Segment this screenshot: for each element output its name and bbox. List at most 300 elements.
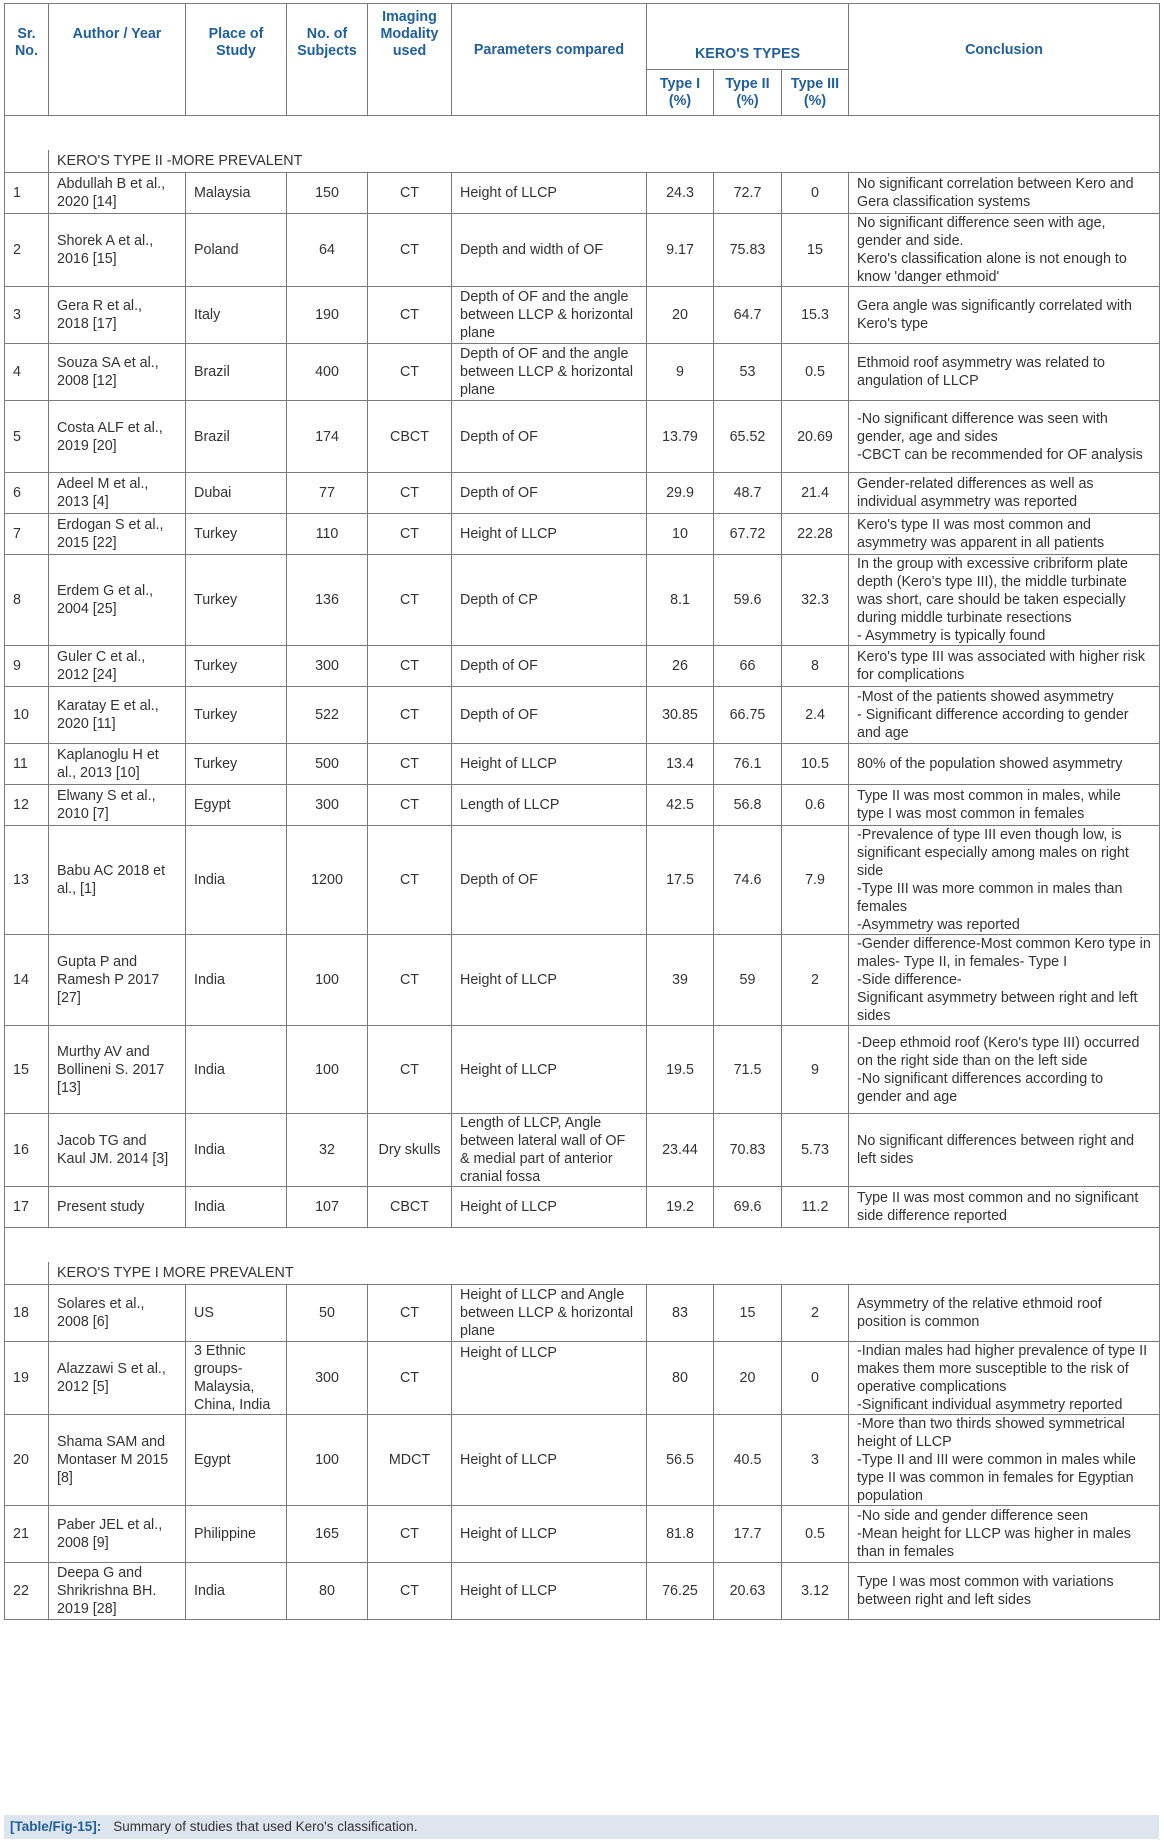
table-caption: [4, 1815, 1159, 1839]
cell-sr-no-line: 12: [13, 797, 29, 813]
cell-type-3-line: 0.5: [805, 1526, 825, 1542]
cell-type-2: [714, 1026, 782, 1114]
cell-type-1: [647, 646, 714, 687]
cell-sr-no-line: 21: [13, 1526, 29, 1542]
cell-conclusion: [849, 1026, 1160, 1114]
cell-parameters: [452, 401, 647, 473]
cell-type-3-line: 2.4: [805, 707, 825, 723]
table-row: [5, 1285, 1160, 1342]
table-row: [5, 646, 1160, 687]
cell-type-3: [782, 744, 849, 785]
cell-type-3: [782, 935, 849, 1026]
cell-parameters: [452, 1187, 647, 1228]
cell-parameters-line: Height of LLCP: [460, 526, 557, 542]
cell-parameters: [452, 785, 647, 826]
cell-parameters-line: Height of LLCP: [460, 1199, 557, 1215]
cell-type-2-line: 56.8: [733, 797, 762, 813]
cell-subjects: [287, 401, 368, 473]
header-kero-types: KERO'S TYPES: [647, 4, 849, 70]
cell-author-year: [49, 1285, 186, 1342]
cell-type-1: [647, 1415, 714, 1506]
cell-author-year-line: Karatay E et al., 2020 [11]: [57, 698, 159, 732]
cell-parameters: [452, 744, 647, 785]
cell-type-3: [782, 785, 849, 826]
cell-parameters-line: Length of LLCP, Angle between lateral wall of OF & medial part of anterior cranial fossa: [460, 1115, 626, 1185]
cell-author-year: [49, 473, 186, 514]
cell-subjects-line: 64: [319, 242, 335, 258]
caption-label: [Table/Fig-15]:: [10, 1819, 102, 1834]
table-row: [5, 687, 1160, 744]
header-type-3: Type III (%): [782, 70, 849, 116]
cell-type-1: [647, 1563, 714, 1620]
cell-place-line: Malaysia: [194, 185, 251, 201]
section-blank-cell: [5, 1262, 49, 1285]
cell-sr-no-line: 18: [13, 1305, 29, 1321]
cell-conclusion-line: -Side difference-: [857, 972, 962, 988]
cell-author-year-line: Costa ALF et al., 2019 [20]: [57, 419, 163, 454]
cell-type-1: [647, 744, 714, 785]
cell-parameters-line: Height of LLCP: [460, 1526, 557, 1542]
cell-sr-no: [5, 473, 49, 514]
cell-type-2-line: 72.7: [733, 185, 762, 201]
cell-author-year: [49, 514, 186, 555]
cell-modality-line: CT: [399, 972, 420, 988]
cell-author-year-line: Shama SAM and Montaser M 2015 [8]: [57, 1434, 169, 1486]
cell-modality-line: MDCT: [388, 1452, 431, 1468]
cell-type-3-line: 2: [811, 1305, 819, 1321]
cell-subjects: [287, 935, 368, 1026]
cell-conclusion-line: Ethmoid roof asymmetry was related to angulation of LLCP: [857, 355, 1105, 389]
cell-place: [186, 1026, 287, 1114]
cell-parameters-line: Depth of CP: [460, 592, 538, 608]
cell-modality: [368, 555, 452, 646]
cell-type-2: [714, 1342, 782, 1415]
header-type-1: Type I (%): [647, 70, 714, 116]
cell-conclusion-line: -No significant difference was seen with gender, age and sides: [857, 410, 1108, 445]
cell-author-year: [49, 1114, 186, 1187]
cell-parameters: [452, 1563, 647, 1620]
cell-type-1: [647, 473, 714, 514]
cell-sr-no-line: 9: [13, 658, 21, 674]
cell-sr-no-line: 15: [13, 1061, 29, 1078]
cell-type-2: [714, 1114, 782, 1187]
cell-sr-no: [5, 173, 49, 214]
cell-type-2-line: 66: [739, 658, 756, 674]
cell-type-3: [782, 1563, 849, 1620]
cell-type-1-line: 8.1: [670, 592, 690, 608]
cell-type-3: [782, 344, 849, 401]
cell-conclusion-line: -No significant differences according to gender and age: [857, 1070, 1104, 1105]
cell-parameters: [452, 1026, 647, 1114]
cell-type-3: [782, 687, 849, 744]
cell-place: [186, 344, 287, 401]
cell-place-line: India: [194, 972, 226, 988]
cell-author-year-line: Adeel M et al., 2013 [4]: [57, 476, 149, 510]
cell-type-3-line: 0.5: [805, 364, 825, 380]
cell-modality: [368, 173, 452, 214]
cell-sr-no: [5, 401, 49, 473]
cell-place-line: India: [194, 1583, 226, 1599]
section-title: KERO'S TYPE II -MORE PREVALENT: [49, 150, 1160, 173]
cell-parameters-line: Depth of OF: [460, 658, 538, 674]
cell-place-line: Brazil: [194, 428, 230, 445]
cell-conclusion: [849, 785, 1160, 826]
table-row: [5, 1114, 1160, 1187]
cell-type-1: [647, 555, 714, 646]
cell-type-3: [782, 1187, 849, 1228]
cell-place: [186, 1506, 287, 1563]
cell-parameters: [452, 646, 647, 687]
cell-parameters-line: Depth of OF: [460, 707, 538, 723]
cell-modality: [368, 1506, 452, 1563]
cell-parameters: [452, 214, 647, 287]
cell-type-1: [647, 514, 714, 555]
cell-author-year-line: Babu AC 2018 et al., [1]: [57, 863, 166, 897]
table-body: [5, 116, 1160, 1620]
cell-type-1: [647, 687, 714, 744]
cell-type-1-line: 9.17: [666, 242, 694, 258]
cell-type-1: [647, 785, 714, 826]
cell-conclusion-line: Type II was most common and no significant side difference reported: [857, 1190, 1139, 1224]
cell-author-year-line: Deepa G and Shrikrishna BH. 2019 [28]: [57, 1565, 157, 1617]
cell-place-line: Turkey: [194, 756, 238, 772]
cell-subjects: [287, 344, 368, 401]
cell-place: [186, 785, 287, 826]
cell-author-year: [49, 744, 186, 785]
cell-sr-no-line: 10: [13, 707, 29, 723]
cell-parameters: [452, 687, 647, 744]
cell-type-3: [782, 1506, 849, 1563]
cell-parameters-line: Depth and width of OF: [460, 242, 604, 258]
cell-sr-no-line: 2: [13, 242, 21, 258]
cell-type-1: [647, 214, 714, 287]
cell-conclusion: [849, 826, 1160, 935]
cell-type-3: [782, 287, 849, 344]
cell-place: [186, 287, 287, 344]
cell-sr-no: [5, 1026, 49, 1114]
cell-conclusion-line: -Most of the patients showed asymmetry: [857, 689, 1114, 705]
cell-type-2: [714, 214, 782, 287]
cell-modality-line: CT: [399, 872, 420, 888]
cell-parameters-line: Depth of OF and the angle between LLCP & horizontal plane: [460, 289, 634, 341]
cell-sr-no: [5, 344, 49, 401]
cell-type-1-line: 24.3: [666, 185, 694, 201]
section-header-row: [5, 1262, 1160, 1285]
cell-type-1: [647, 344, 714, 401]
cell-place: [186, 173, 287, 214]
cell-conclusion: [849, 1187, 1160, 1228]
cell-modality: [368, 214, 452, 287]
table-row: [5, 744, 1160, 785]
cell-place: [186, 1187, 287, 1228]
cell-parameters-line: Height of LLCP: [460, 756, 557, 772]
cell-parameters-line: Height of LLCP: [460, 1583, 557, 1599]
cell-sr-no-line: 11: [13, 756, 28, 772]
cell-author-year-line: Abdullah B et al., 2020 [14]: [57, 176, 166, 210]
cell-sr-no-line: 22: [13, 1583, 29, 1599]
cell-modality: [368, 935, 452, 1026]
cell-author-year: [49, 687, 186, 744]
cell-place-line: Egypt: [194, 797, 231, 813]
cell-type-3: [782, 1114, 849, 1187]
cell-conclusion: [849, 1114, 1160, 1187]
cell-type-2-line: 71.5: [733, 1061, 762, 1078]
cell-conclusion: [849, 514, 1160, 555]
cell-author-year-line: Alazzawi S et al., 2012 [5]: [57, 1361, 166, 1395]
cell-sr-no-line: 14: [13, 972, 29, 988]
cell-modality-line: CBCT: [390, 1199, 429, 1215]
cell-type-1-line: 39: [672, 972, 688, 988]
cell-type-1-line: 9: [676, 364, 684, 380]
cell-type-1: [647, 1506, 714, 1563]
table-row: [5, 287, 1160, 344]
cell-modality-line: CT: [399, 364, 420, 380]
cell-modality-line: CBCT: [390, 428, 429, 445]
cell-place-line: Poland: [194, 242, 239, 258]
cell-place-line: 3 Ethnic groups- Malaysia, China, India: [194, 1343, 271, 1413]
cell-subjects-line: 165: [315, 1526, 339, 1542]
cell-place-line: India: [194, 1061, 226, 1078]
cell-modality: [368, 785, 452, 826]
cell-subjects-line: 522: [315, 707, 339, 723]
cell-subjects: [287, 287, 368, 344]
cell-conclusion: [849, 214, 1160, 287]
table-row: [5, 214, 1160, 287]
cell-conclusion-line: -Indian males had higher prevalence of type II makes them more susceptible to the risk of operative complications: [857, 1343, 1148, 1395]
cell-subjects-line: 400: [315, 364, 339, 380]
cell-subjects: [287, 826, 368, 935]
cell-modality-line: CT: [399, 307, 420, 323]
cell-conclusion-line: -Type II and III were common in males while type II was common in females for Egyptian population: [857, 1452, 1136, 1504]
cell-parameters: [452, 826, 647, 935]
cell-place: [186, 1563, 287, 1620]
cell-modality-line: CT: [399, 756, 420, 772]
cell-subjects: [287, 646, 368, 687]
cell-modality: [368, 287, 452, 344]
table-row: [5, 785, 1160, 826]
cell-conclusion-line: Kero's type III was associated with higher risk for complications: [857, 649, 1146, 683]
cell-conclusion: [849, 935, 1160, 1026]
cell-author-year: [49, 1563, 186, 1620]
cell-author-year-line: Jacob TG and Kaul JM. 2014 [3]: [57, 1133, 169, 1167]
cell-place-line: Dubai: [194, 485, 232, 501]
table-row: [5, 401, 1160, 473]
cell-type-2: [714, 473, 782, 514]
header-subjects: No. of Subjects: [287, 4, 368, 116]
cell-place-line: Turkey: [194, 592, 238, 608]
kero-summary-table: [4, 3, 1160, 1620]
cell-type-3-line: 21.4: [801, 485, 829, 501]
cell-parameters: [452, 1285, 647, 1342]
cell-type-2-line: 48.7: [733, 485, 762, 501]
cell-modality: [368, 1187, 452, 1228]
cell-conclusion-line: No significant difference seen with age, gender and side.: [857, 215, 1106, 249]
cell-type-2: [714, 401, 782, 473]
cell-conclusion: [849, 344, 1160, 401]
cell-conclusion-line: -More than two thirds showed symmetrical height of LLCP: [857, 1416, 1125, 1450]
table-row: [5, 1342, 1160, 1415]
cell-parameters-line: Height of LLCP: [460, 1452, 557, 1468]
cell-modality-line: CT: [399, 1061, 420, 1078]
cell-place: [186, 401, 287, 473]
cell-subjects-line: 300: [315, 1370, 339, 1386]
cell-type-1: [647, 401, 714, 473]
cell-conclusion-line: No significant differences between right and left sides: [857, 1133, 1135, 1167]
cell-conclusion-line: -No side and gender difference seen: [857, 1508, 1089, 1524]
cell-author-year: [49, 173, 186, 214]
cell-type-2-line: 15: [739, 1305, 756, 1321]
cell-conclusion-line: Significant asymmetry between right and left sides: [857, 990, 1138, 1024]
cell-place-line: Turkey: [194, 658, 238, 674]
cell-conclusion-line: -Mean height for LLCP was higher in males than in females: [857, 1526, 1131, 1560]
cell-type-3: [782, 214, 849, 287]
cell-place: [186, 1114, 287, 1187]
cell-subjects-line: 77: [319, 485, 335, 501]
table-row: [5, 1563, 1160, 1620]
cell-conclusion-line: No significant correlation between Kero and Gera classification systems: [857, 176, 1134, 210]
cell-subjects: [287, 785, 368, 826]
cell-conclusion: [849, 287, 1160, 344]
cell-conclusion-line: 80% of the population showed asymmetry: [857, 756, 1123, 772]
cell-conclusion-line: -Gender difference-Most common Kero type in males- Type II, in females- Type I: [857, 936, 1151, 970]
cell-sr-no: [5, 646, 49, 687]
cell-type-1-line: 81.8: [666, 1526, 694, 1542]
table-row: [5, 1415, 1160, 1506]
cell-modality: [368, 514, 452, 555]
cell-sr-no-line: 13: [13, 872, 29, 888]
cell-place-line: Turkey: [194, 707, 238, 723]
cell-parameters-line: Height of LLCP: [460, 1345, 557, 1361]
cell-parameters-line: Length of LLCP: [460, 797, 560, 813]
cell-type-1: [647, 935, 714, 1026]
cell-parameters-line: Height of LLCP: [460, 972, 557, 988]
cell-type-1-line: 10: [672, 526, 688, 542]
cell-subjects-line: 300: [315, 658, 339, 674]
cell-type-2-line: 76.1: [733, 756, 762, 772]
cell-subjects: [287, 1026, 368, 1114]
section-blank-cell: [5, 150, 49, 173]
cell-author-year: [49, 1342, 186, 1415]
cell-type-1-line: 13.79: [662, 428, 698, 445]
cell-author-year: [49, 1026, 186, 1114]
cell-conclusion: [849, 555, 1160, 646]
cell-type-2: [714, 1415, 782, 1506]
cell-conclusion-line: -Type III was more common in males than females: [857, 881, 1123, 915]
cell-type-1-line: 13.4: [666, 756, 694, 772]
cell-conclusion: [849, 687, 1160, 744]
cell-author-year-line: Murthy AV and Bollineni S. 2017 [13]: [57, 1043, 165, 1096]
cell-type-2: [714, 1563, 782, 1620]
cell-conclusion: [849, 646, 1160, 687]
cell-type-2-line: 20: [739, 1370, 756, 1386]
cell-type-3-line: 3.12: [801, 1583, 829, 1599]
section-header-row: [5, 150, 1160, 173]
cell-author-year-line: Kaplanoglu H et al., 2013 [10]: [57, 747, 159, 781]
cell-conclusion-line: -Asymmetry was reported: [857, 917, 1020, 933]
cell-type-3-line: 11.2: [801, 1199, 829, 1215]
cell-type-2-line: 64.7: [733, 307, 762, 323]
section-spacer-row: [5, 116, 1160, 150]
table-row: [5, 1187, 1160, 1228]
cell-conclusion-line: Gender-related differences as well as individual asymmetry was reported: [857, 476, 1094, 510]
section-spacer: [5, 116, 1160, 150]
cell-type-2-line: 59.6: [733, 592, 762, 608]
cell-type-2-line: 67.72: [729, 526, 766, 542]
cell-conclusion: [849, 1415, 1160, 1506]
cell-conclusion-line: Asymmetry of the relative ethmoid roof position is common: [857, 1296, 1102, 1330]
cell-author-year-line: Guler C et al., 2012 [24]: [57, 649, 146, 683]
cell-sr-no: [5, 1342, 49, 1415]
cell-type-3-line: 0.6: [805, 797, 825, 813]
table-row: [5, 514, 1160, 555]
header-sr-no: Sr. No.: [5, 4, 49, 116]
cell-place: [186, 473, 287, 514]
cell-sr-no-line: 19: [13, 1370, 29, 1386]
cell-subjects: [287, 1342, 368, 1415]
cell-conclusion: [849, 401, 1160, 473]
cell-place: [186, 1342, 287, 1415]
cell-modality: [368, 1342, 452, 1415]
cell-place: [186, 744, 287, 785]
cell-sr-no: [5, 935, 49, 1026]
cell-sr-no-line: 20: [13, 1452, 29, 1468]
cell-modality: [368, 1026, 452, 1114]
cell-author-year: [49, 826, 186, 935]
cell-sr-no-line: 3: [13, 307, 21, 323]
cell-type-1: [647, 826, 714, 935]
cell-place: [186, 687, 287, 744]
cell-subjects-line: 80: [319, 1583, 335, 1599]
cell-subjects: [287, 744, 368, 785]
cell-type-1-line: 80: [672, 1370, 688, 1386]
cell-author-year: [49, 1415, 186, 1506]
table-container: [4, 3, 1159, 1620]
cell-modality: [368, 1285, 452, 1342]
cell-parameters: [452, 555, 647, 646]
cell-type-3-line: 3: [811, 1452, 819, 1468]
cell-sr-no-line: 16: [13, 1142, 29, 1158]
table-row: [5, 344, 1160, 401]
cell-type-1-line: 19.5: [666, 1061, 694, 1078]
cell-modality-line: CT: [399, 797, 420, 813]
cell-subjects: [287, 1415, 368, 1506]
cell-type-3: [782, 1415, 849, 1506]
cell-subjects: [287, 1187, 368, 1228]
cell-place: [186, 935, 287, 1026]
cell-type-1: [647, 1114, 714, 1187]
cell-type-1-line: 17.5: [666, 872, 694, 888]
cell-modality-line: CT: [399, 242, 420, 258]
table-row: [5, 935, 1160, 1026]
table-row: [5, 1026, 1160, 1114]
cell-type-2-line: 40.5: [733, 1452, 762, 1468]
cell-subjects: [287, 173, 368, 214]
header-modality: Imaging Modality used: [368, 4, 452, 116]
cell-type-2-line: 53: [739, 364, 756, 380]
cell-author-year: [49, 1506, 186, 1563]
cell-conclusion-line: -Deep ethmoid roof (Kero's type III) occurred on the right side than on the left side: [857, 1034, 1140, 1069]
cell-place: [186, 214, 287, 287]
cell-type-2: [714, 1506, 782, 1563]
cell-parameters: [452, 473, 647, 514]
caption-text: Summary of studies that used Kero's classification.: [113, 1819, 418, 1834]
cell-type-3: [782, 173, 849, 214]
cell-modality-line: CT: [399, 592, 420, 608]
cell-type-2-line: 59: [739, 972, 756, 988]
cell-type-1-line: 30.85: [662, 707, 698, 723]
cell-author-year-line: Erdem G et al., 2004 [25]: [57, 583, 154, 617]
cell-subjects: [287, 687, 368, 744]
